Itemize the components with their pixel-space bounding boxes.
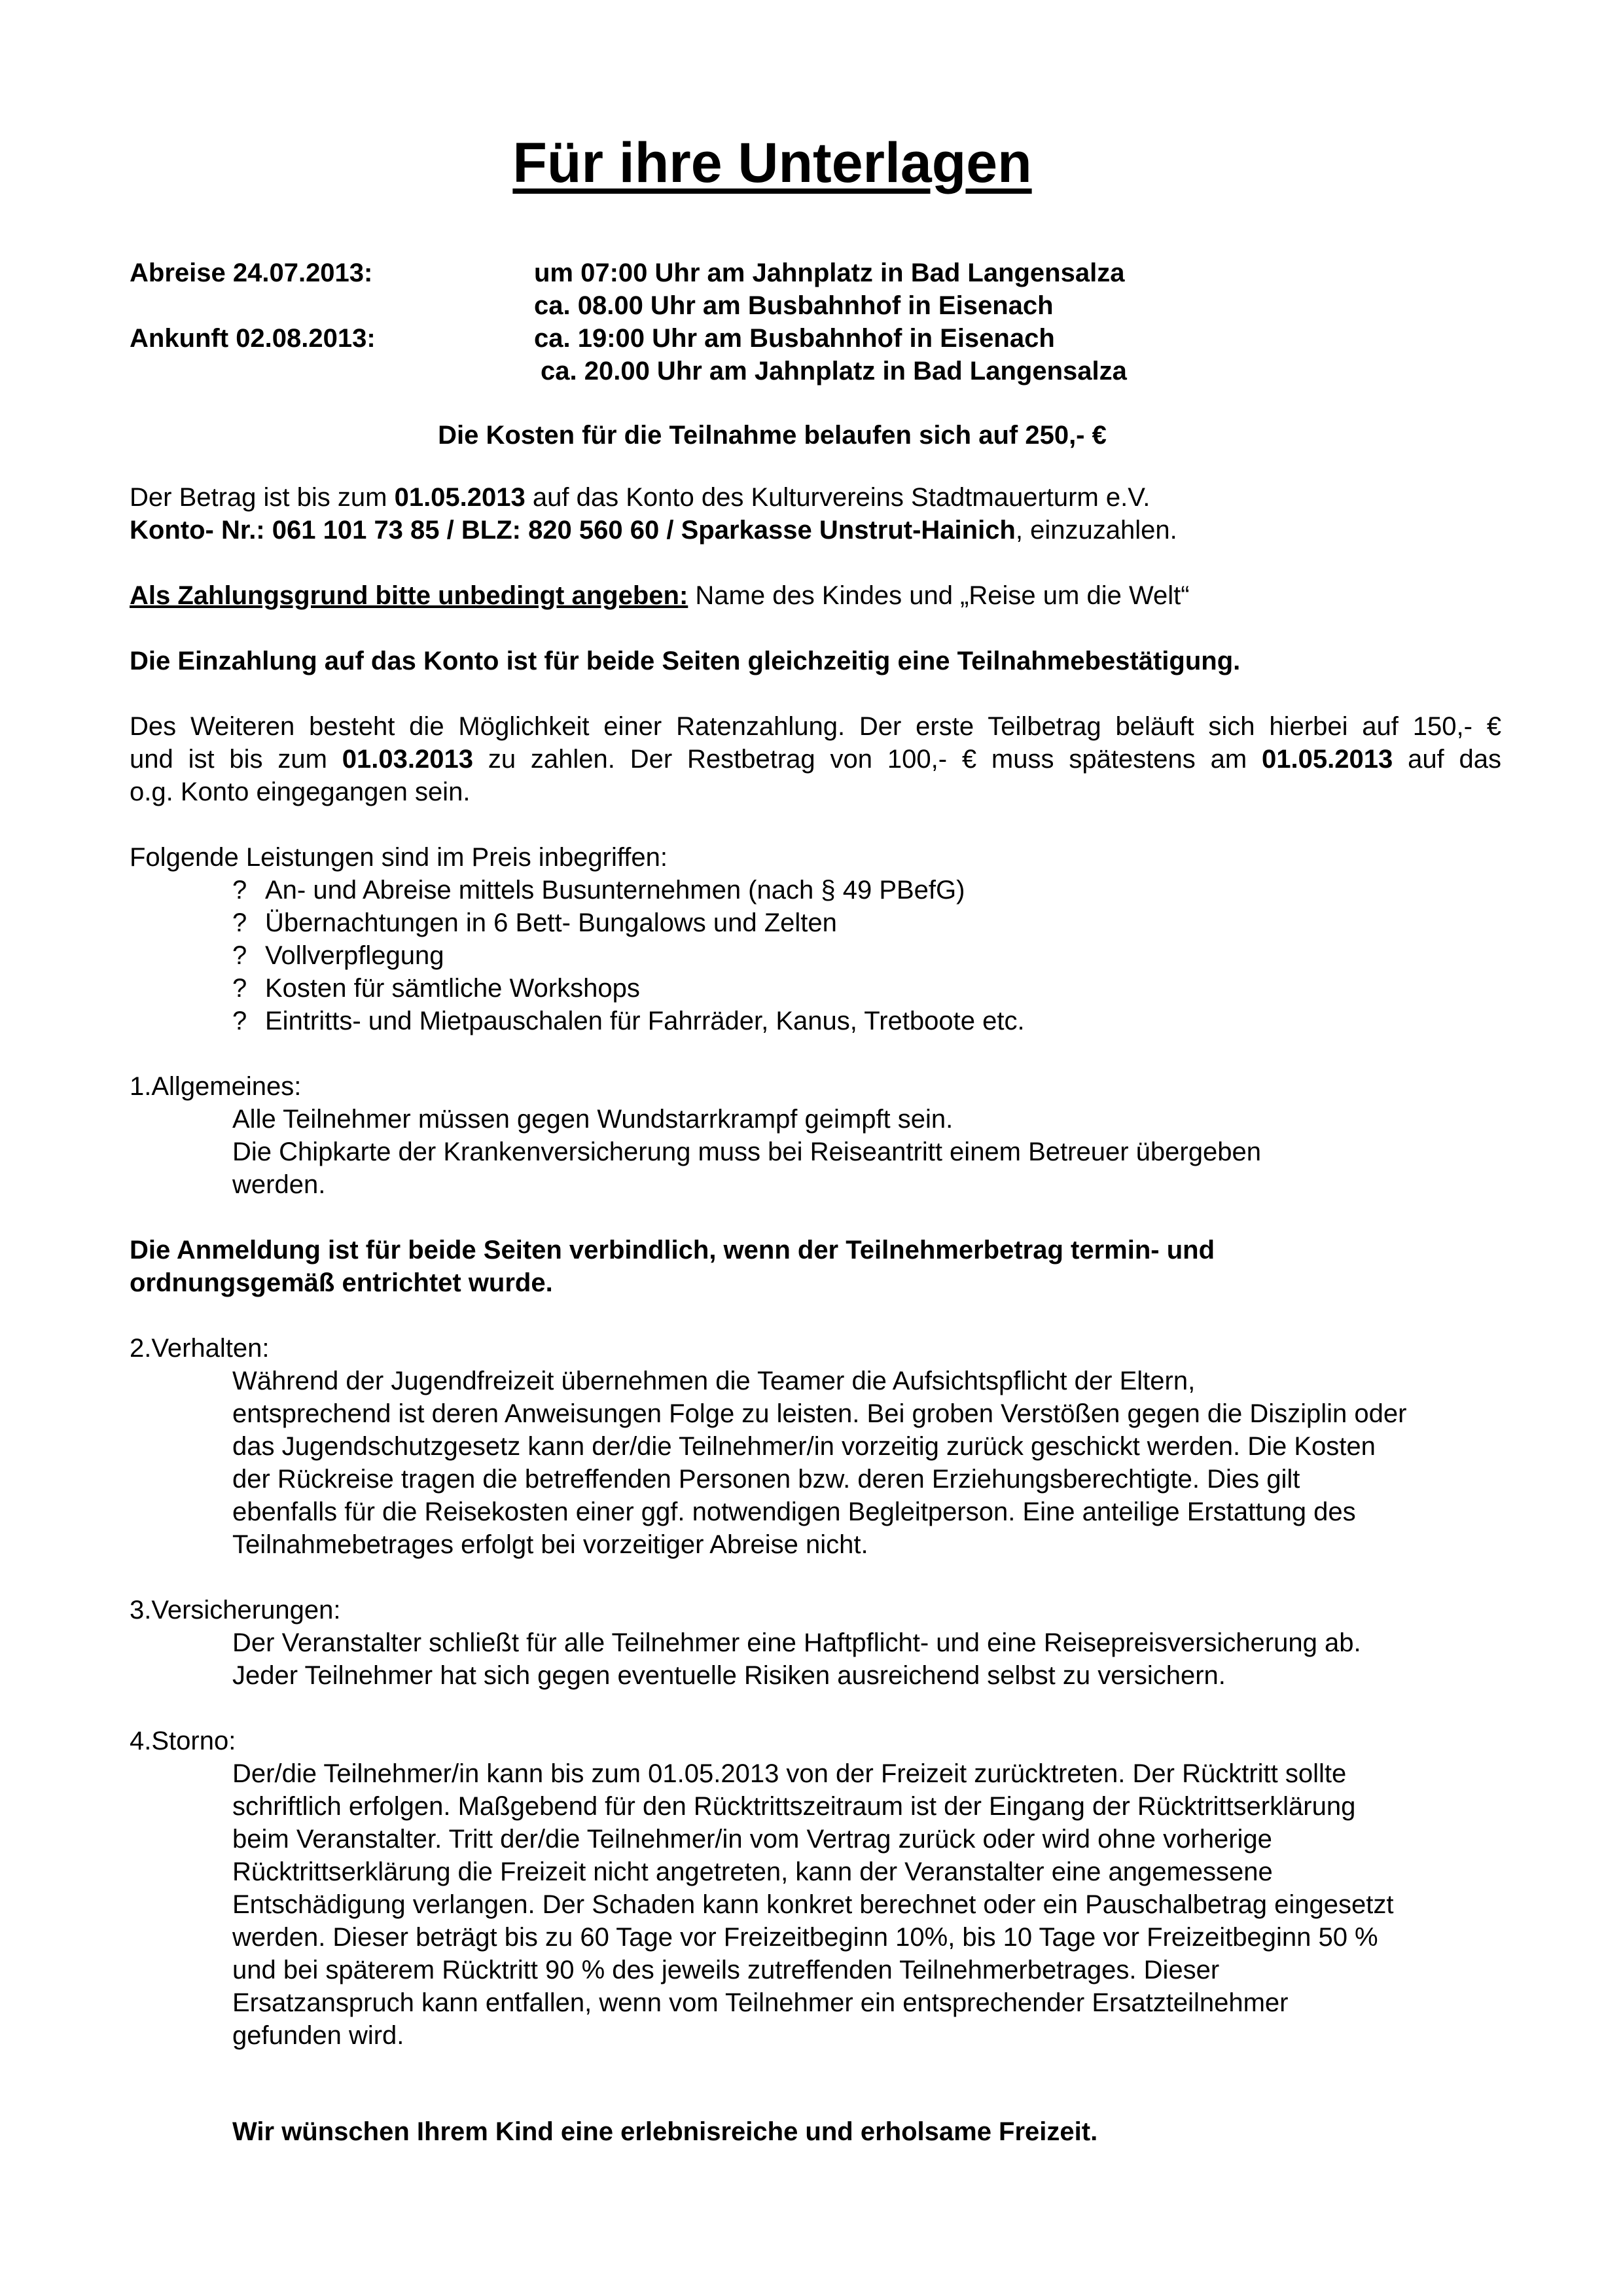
allgemeines-heading: 1.Allgemeines: [130, 1072, 302, 1101]
raten-line-2: und ist bis zum 01.03.2013 zu zahlen. Der Restbetrag von 100,- € muss spätestens am 01.05.2013 auf das [130, 745, 1502, 774]
page-title: Für ihre Unterlagen [512, 132, 1032, 194]
leistungen-intro: Folgende Leistungen sind im Preis inbegriffen: [130, 843, 668, 872]
zahlungsgrund-line [130, 579, 1190, 612]
raten-line-1: Des Weiteren besteht die Möglichkeit einer Ratenzahlung. Der erste Teilbetrag beläuft sich hierbei auf 150,- € [130, 712, 1501, 741]
kosten-heading: Die Kosten für die Teilnahme belaufen sich auf 250,- € [438, 421, 1107, 450]
betrag-paragraph [130, 481, 1177, 547]
versicherungen-heading: 3.Versicherungen: [130, 1596, 341, 1624]
einzahlung-statement: Die Einzahlung auf das Konto ist für beide Seiten gleichzeitig eine Teilnahmebestätigung. [130, 647, 1241, 675]
ankunft-label: Ankunft 02.08.2013: [130, 324, 376, 353]
betrag-text-a: Der Betrag ist bis zum [130, 483, 395, 512]
verhalten-heading: 2.Verhalten: [130, 1334, 270, 1363]
abreise-time-1: um 07:00 Uhr am Jahnplatz in Bad Langensalza [534, 259, 1125, 287]
storno-heading: 4.Storno: [130, 1727, 236, 1755]
allgemeines-body: Alle Teilnehmer müssen gegen Wundstarrkrampf geimpft sein. Die Chipkarte der Krankenversicherung muss bei Reiseantritt einem Betreuer übergeben werden. [232, 1105, 1261, 1199]
list-item: ? Übernachtungen in 6 Bett- Bungalows und Zelten [232, 906, 1025, 939]
list-item: ? An- und Abreise mittels Busunternehmen (nach § 49 PBefG) [232, 874, 1025, 906]
closing-statement: Wir wünschen Ihrem Kind eine erlebnisreiche und erholsame Freizeit. [232, 2117, 1098, 2146]
betrag-text-b: auf das Konto des Kulturvereins Stadtmauerturm e.V. [525, 483, 1150, 512]
abreise-label: Abreise 24.07.2013: [130, 259, 373, 287]
anmeldung-statement: Die Anmeldung ist für beide Seiten verbindlich, wenn der Teilnehmerbetrag termin- und ordnungsgemäß entrichtet wurde. [130, 1236, 1215, 1297]
bullet-glyph: ? [232, 974, 247, 1003]
ankunft-time-2: ca. 20.00 Uhr am Jahnplatz in Bad Langensalza [541, 357, 1127, 386]
bullet-glyph: ? [232, 941, 247, 970]
leistungen-list [232, 874, 1025, 1037]
abreise-time-2: ca. 08.00 Uhr am Busbahnhof in Eisenach [534, 291, 1054, 320]
konto-details: Konto- Nr.: 061 101 73 85 / BLZ: 820 560 60 / Sparkasse Unstrut-Hainich [130, 516, 1016, 545]
versicherungen-body: Der Veranstalter schließt für alle Teilnehmer eine Haftpflicht- und eine Reisepreisversicherung ab. Jeder Teilnehmer hat sich gegen eventuelle Risiken ausreichend selbst zu versichern. [232, 1628, 1361, 1690]
bullet-glyph: ? [232, 1007, 247, 1035]
verhalten-body: Während der Jugendfreizeit übernehmen die Teamer die Aufsichtspflicht der Eltern, entsprechend ist deren Anweisungen Folge zu leisten. Bei groben Verstößen gegen die Disziplin oder das Jugendschutzgesetz kann der/die Teilnehmer/in vorzeitig zurück geschickt werden. Die Kosten der Rückreise tragen die betreffenden Personen bzw. deren Erziehungsberechtigte. Dies gilt ebenfalls für die Reisekosten einer ggf. notwendigen Begleitperson. Eine anteilige Erstattung des Teilnahmebetrages erfolgt bei vorzeitiger Abreise nicht. [232, 1367, 1407, 1559]
ankunft-time-1: ca. 19:00 Uhr am Busbahnhof in Eisenach [534, 324, 1055, 353]
zahlungsgrund-label: Als Zahlungsgrund bitte unbedingt angeben: [130, 581, 688, 610]
bullet-glyph: ? [232, 876, 247, 905]
zahlungsgrund-text: Name des Kindes und „Reise um die Welt“ [688, 581, 1190, 610]
betrag-date: 01.05.2013 [394, 483, 526, 512]
list-item: ? Kosten für sämtliche Workshops [232, 972, 1025, 1005]
list-item: ? Vollverpflegung [232, 939, 1025, 972]
raten-line-3: o.g. Konto eingegangen sein. [130, 778, 471, 806]
raten-paragraph [130, 710, 1501, 808]
storno-body: Der/die Teilnehmer/in kann bis zum 01.05.2013 von der Freizeit zurücktreten. Der Rücktritt sollte schriftlich erfolgen. Maßgebend für den Rücktrittszeitraum ist der Eingang der Rücktrittserklärung beim Veranstalter. Tritt der/die Teilnehmer/in vom Vertrag zurück oder wird ohne vorherige Rücktrittserklärung die Freizeit nicht angetreten, kann der Veranstalter eine angemessene Entschädigung verlangen. Der Schaden kann konkret berechnet oder ein Pauschalbetrag eingesetzt werden. Dieser beträgt bis zu 60 Tage vor Freizeitbeginn 10%, bis 10 Tage vor Freizeitbeginn 50 % und bei späterem Rücktritt 90 % des jeweils zutreffenden Teilnehmerbetrages. Dieser Ersatzanspruch kann entfallen, wenn vom Teilnehmer ein entsprechender Ersatzteilnehmer gefunden wird. [232, 1759, 1394, 2050]
list-item: ? Eintritts- und Mietpauschalen für Fahrräder, Kanus, Tretboote etc. [232, 1005, 1025, 1037]
betrag-text-c: , einzuzahlen. [1015, 516, 1177, 545]
bullet-glyph: ? [232, 908, 247, 937]
